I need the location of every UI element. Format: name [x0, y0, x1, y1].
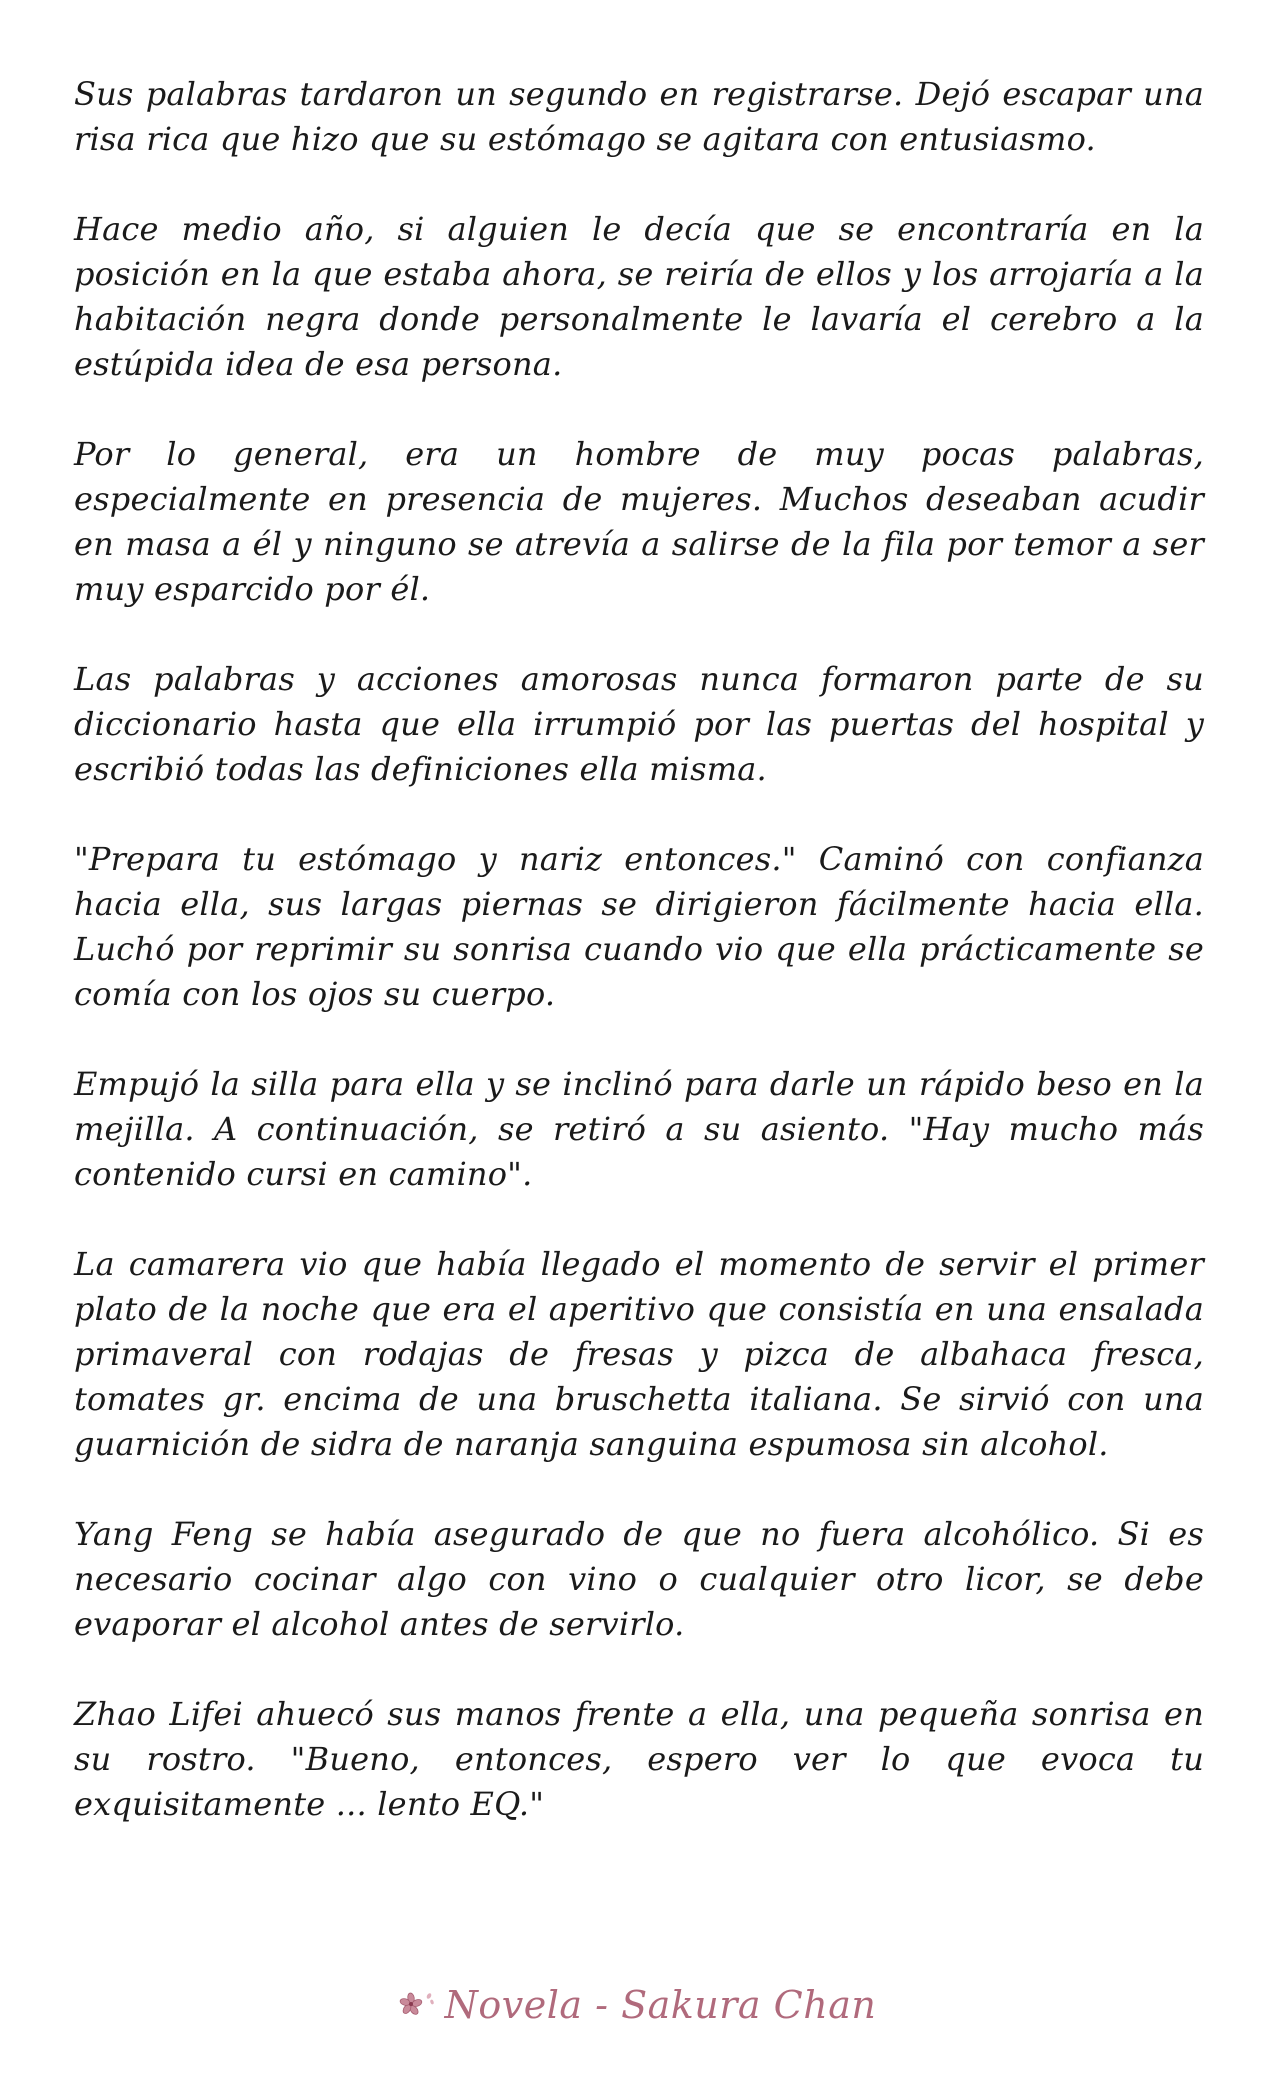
paragraph-2: Hace medio año, si alguien le decía que se encontraría en la posición en la que estaba ahora, se reiría de ellos y los arrojaría a la habitación negra donde personalmente le lavaría el cerebro a la estúpida idea de esa persona. [74, 210, 1204, 383]
paragraph-9: Zhao Lifei ahuecó sus manos frente a ella, una pequeña sonrisa en su rostro. "Bueno, entonces, espero ver lo que evoca tu exquisitamente ... lento EQ." [74, 1695, 1204, 1823]
paragraph-8: Yang Feng se había asegurado de que no fuera alcohólico. Si es necesario cocinar algo con vino o cualquier otro licor, se debe evaporar el alcohol antes de servirlo. [74, 1515, 1204, 1643]
paragraph-1: Sus palabras tardaron un segundo en registrarse. Dejó escapar una risa rica que hizo que su estómago se agitara con entusiasmo. [74, 75, 1204, 158]
sakura-flower-icon [399, 1990, 437, 2020]
document-body [74, 72, 1204, 1827]
paragraph-6: Empujó la silla para ella y se inclinó para darle un rápido beso en la mejilla. A continuación, se retiró a su asiento. "Hay mucho más contenido cursi en camino". [74, 1065, 1204, 1193]
watermark [0, 1980, 1275, 2030]
paragraph-4: Las palabras y acciones amorosas nunca formaron parte de su diccionario hasta que ella irrumpió por las puertas del hospital y escribió todas las definiciones ella misma. [74, 660, 1204, 788]
watermark-text: Novela - Sakura Chan [444, 1983, 877, 2027]
paragraph-7: La camarera vio que había llegado el momento de servir el primer plato de la noche que era el aperitivo que consistía en una ensalada primaveral con rodajas de fresas y pizca de albahaca fresca, tomates gr. encima de una bruschetta italiana. Se sirvió con una guarnición de sidra de naranja sanguina espumosa sin alcohol. [74, 1245, 1204, 1463]
paragraph-5: "Prepara tu estómago y nariz entonces." Caminó con confianza hacia ella, sus largas piernas se dirigieron fácilmente hacia ella. Luchó por reprimir su sonrisa cuando vio que ella prácticamente se comía con los ojos su cuerpo. [74, 840, 1204, 1013]
paragraph-3: Por lo general, era un hombre de muy pocas palabras, especialmente en presencia de mujeres. Muchos deseaban acudir en masa a él y ninguno se atrevía a salirse de la fila por temor a ser muy esparcido por él. [74, 435, 1204, 608]
